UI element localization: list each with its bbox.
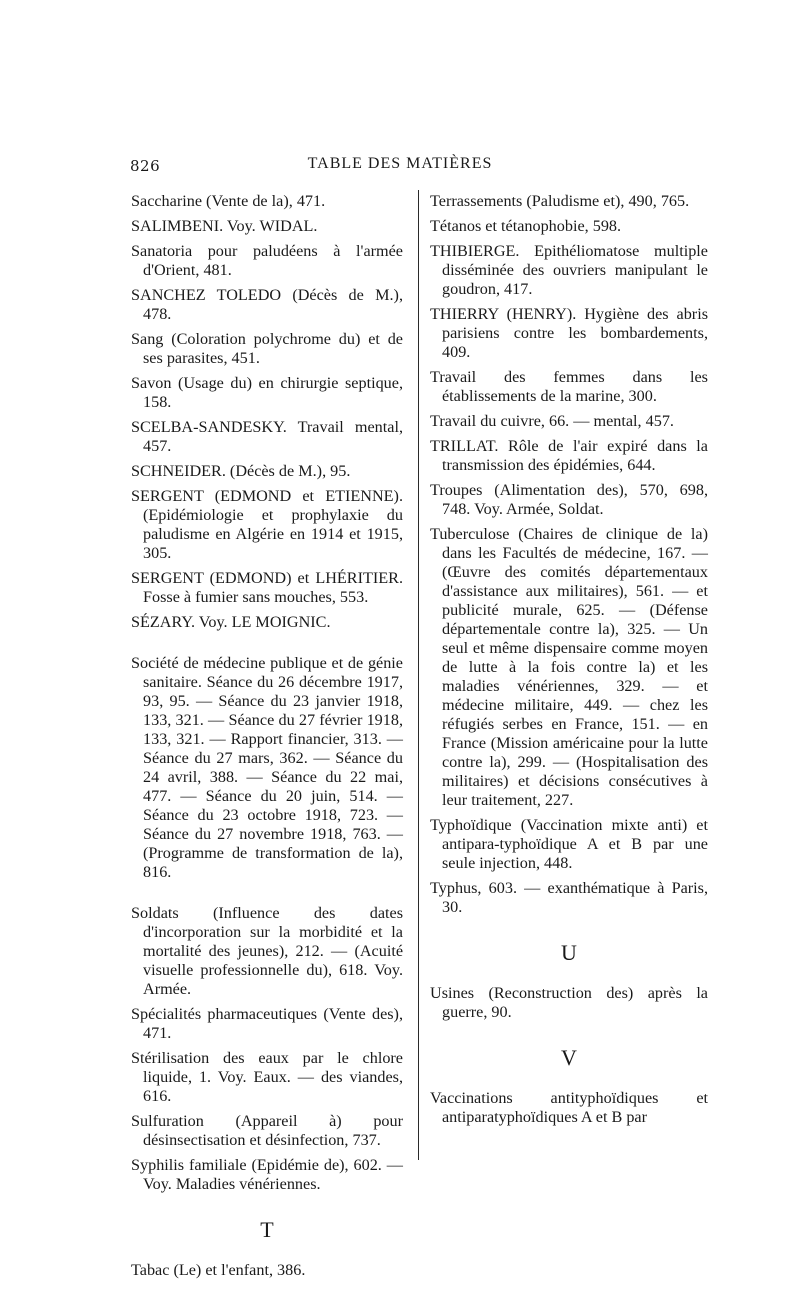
- index-entry: Sanatoria pour paludéens à l'armée d'Orient, 481.: [131, 242, 403, 279]
- index-entry: SCELBA-SANDESKY. Travail mental, 457.: [131, 418, 403, 455]
- index-entry: Stérilisation des eaux par le chlore liquide, 1. Voy. Eaux. — des viandes, 616.: [131, 1049, 403, 1105]
- index-entry: Soldats (Influence des dates d'incorporation sur la morbidité et la mortalité des jeunes), 212. — (Acuité visuelle professionnelle du), 618. Voy. Armée.: [131, 904, 403, 998]
- index-entry: SERGENT (EDMOND) et LHÉRITIER. Fosse à fumier sans mouches, 553.: [131, 569, 403, 606]
- index-entry: Troupes (Alimentation des), 570, 698, 748. Voy. Armée, Soldat.: [430, 481, 708, 518]
- index-entry: Typhus, 603. — exanthématique à Paris, 30.: [430, 879, 708, 916]
- index-entry: THIERRY (HENRY). Hygiène des abris parisiens contre les bombardements, 409.: [430, 305, 708, 361]
- index-entry: Usines (Reconstruction des) après la guerre, 90.: [430, 984, 708, 1021]
- column-divider: [418, 190, 419, 1160]
- index-entry: Syphilis familiale (Epidémie de), 602. — Voy. Maladies vénériennes.: [131, 1156, 403, 1193]
- index-entry: THIBIERGE. Epithéliomatose multiple disséminée des ouvriers manipulant le goudron, 417.: [430, 242, 708, 298]
- section-letter-u: U: [561, 940, 577, 965]
- index-entry: Tétanos et tétanophobie, 598.: [430, 217, 622, 235]
- index-entry: Spécialités pharmaceutiques (Vente des), 471.: [131, 1005, 403, 1042]
- section-letter-t: T: [260, 1217, 274, 1242]
- index-entry: Savon (Usage du) en chirurgie septique, 158.: [131, 374, 403, 411]
- index-column-right: [430, 192, 708, 1133]
- index-entry: SALIMBENI. Voy. WIDAL.: [131, 217, 318, 235]
- index-entry: Travail des femmes dans les établissements de la marine, 300.: [430, 368, 708, 405]
- index-entry: Sulfuration (Appareil à) pour désinsectisation et désinfection, 737.: [131, 1112, 403, 1149]
- index-entry: SÉZARY. Voy. LE MOIGNIC.: [131, 613, 331, 631]
- index-entry: Typhoïdique (Vaccination mixte anti) et antipara-typhoïdique A et B par une seule injection, 448.: [430, 816, 708, 872]
- index-entry: Sang (Coloration polychrome du) et de ses parasites, 451.: [131, 330, 403, 367]
- index-entry: TRILLAT. Rôle de l'air expiré dans la transmission des épidémies, 644.: [430, 437, 708, 474]
- index-entry: Société de médecine publique et de génie sanitaire. Séance du 26 décembre 1917, 93, 95. — Séance du 23 janvier 1918, 133, 321. — Séance du 27 février 1918, 133, 321. — Rapport financier, 313. — Séance du 27 mars, 362. — Séance du 24 avril, 388. — Séance du 22 mai, 477. — Séance du 20 juin, 514. — Séance du 23 octobre 1918, 723. — Séance du 27 novembre 1918, 763. — (Programme de transformation de la), 816.: [131, 654, 403, 881]
- index-entry: SERGENT (EDMOND et ETIENNE). (Epidémiologie et prophylaxie du paludisme en Algérie en 1914 et 1915, 305.: [131, 487, 403, 562]
- running-title: TABLE DES MATIÈRES: [307, 155, 493, 172]
- index-entry: Tabac (Le) et l'enfant, 386.: [131, 1261, 306, 1279]
- index-entry: SANCHEZ TOLEDO (Décès de M.), 478.: [131, 286, 403, 323]
- index-entry: SCHNEIDER. (Décès de M.), 95.: [131, 462, 351, 480]
- page-number: 826: [130, 157, 161, 175]
- index-entry: Saccharine (Vente de la), 471.: [131, 192, 326, 210]
- index-entry: Vaccinations antityphoïdiques et antiparatyphoïdiques A et B par: [430, 1089, 708, 1126]
- index-column-left: [131, 192, 403, 1286]
- index-entry: Terrassements (Paludisme et), 490, 765.: [430, 192, 690, 210]
- section-letter-v: V: [561, 1045, 577, 1070]
- index-entry: Travail du cuivre, 66. — mental, 457.: [430, 412, 674, 430]
- index-entry: Tuberculose (Chaires de clinique de la) dans les Facultés de médecine, 167. — (Œuvre des comités départementaux d'assistance aux militaires), 561. — et publicité murale, 625. — (Défense départementale contre la), 325. — Un seul et même dispensaire comme moyen de lutte à la fois contre la) et les maladies vénériennes, 329. — et médecine militaire, 449. — chez les réfugiés serbes en France, 151. — en France (Mission américaine pour la lutte contre la), 299. — (Hospitalisation des militaires) et décisions consécutives à leur traitement, 227.: [430, 525, 708, 809]
